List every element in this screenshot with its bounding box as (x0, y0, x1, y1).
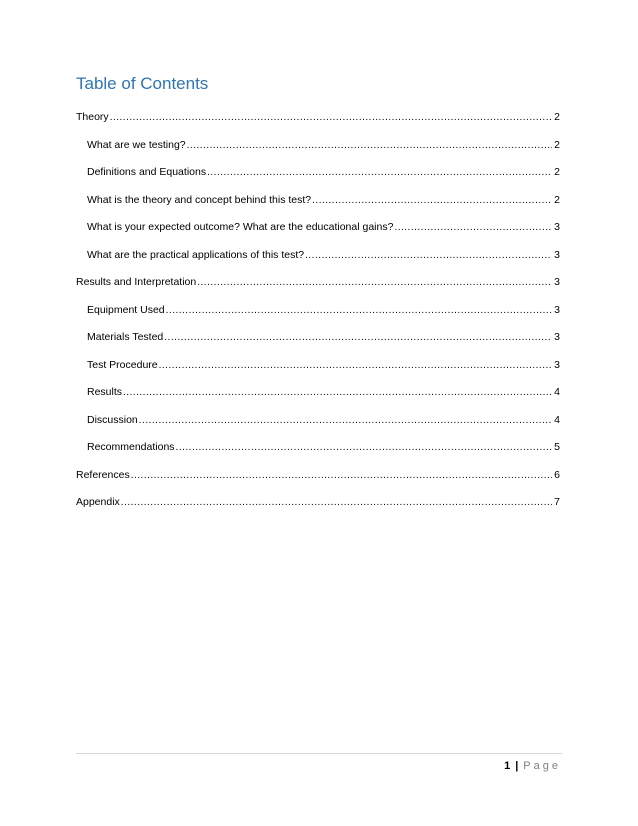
toc-entry-page-number: 2 (554, 166, 560, 178)
toc-dot-leader (139, 414, 552, 428)
toc-dot-leader (110, 111, 552, 125)
footer-page-word: Page (523, 760, 561, 772)
toc-entry[interactable] (76, 413, 560, 441)
toc-entry-label[interactable]: What is the theory and concept behind this test? (87, 193, 312, 206)
toc-entry-label[interactable]: Discussion (87, 413, 138, 426)
toc-dot-leader (166, 304, 553, 318)
toc-entry-page-number: 3 (554, 303, 560, 316)
toc-entry[interactable] (76, 220, 560, 248)
toc-entry[interactable] (76, 330, 560, 358)
toc-entry-label[interactable]: Recommendations (87, 441, 175, 453)
toc-dot-leader (131, 469, 552, 483)
toc-entry-page-number: 5 (554, 441, 560, 453)
toc-entry[interactable] (76, 275, 560, 303)
toc-entry-page-number: 3 (554, 221, 560, 233)
toc-dot-leader (197, 276, 552, 290)
toc-entry[interactable] (76, 495, 560, 523)
toc-entry[interactable] (76, 358, 560, 386)
toc-dot-leader (312, 194, 552, 208)
footer-divider (76, 753, 562, 754)
toc-entry-label[interactable]: Test Procedure (87, 358, 158, 371)
toc-entry[interactable] (76, 248, 560, 276)
toc-entry-label[interactable]: Appendix (76, 496, 120, 508)
toc-entry-label[interactable]: What is your expected outcome? What are the educational gains? (87, 221, 394, 233)
toc-list (76, 110, 560, 523)
toc-entry[interactable] (76, 193, 560, 221)
toc-entry[interactable] (76, 303, 560, 331)
toc-dot-leader (159, 359, 553, 373)
footer-separator: | (515, 760, 519, 772)
toc-dot-leader (176, 441, 553, 455)
toc-entry-label[interactable]: What are the practical applications of this test? (87, 248, 305, 261)
toc-entry-label[interactable]: Results (87, 386, 123, 398)
toc-entry-page-number: 3 (554, 248, 560, 261)
toc-dot-leader (164, 331, 552, 345)
toc-entry[interactable] (76, 110, 560, 138)
toc-entry[interactable] (76, 468, 560, 496)
toc-entry-page-number: 3 (554, 358, 560, 371)
page-footer (504, 760, 561, 772)
toc-entry-label[interactable]: What are we testing? (87, 138, 186, 151)
toc-entry-label[interactable]: References (76, 468, 130, 481)
toc-entry-page-number: 2 (554, 138, 560, 151)
toc-entry-page-number: 2 (554, 193, 560, 206)
toc-entry-page-number: 4 (554, 386, 560, 398)
toc-entry-page-number: 3 (554, 276, 560, 288)
toc-entry[interactable] (76, 138, 560, 166)
toc-entry-label[interactable]: Materials Tested (87, 331, 164, 343)
toc-entry-label[interactable]: Definitions and Equations (87, 166, 207, 178)
toc-entry-page-number: 2 (554, 111, 560, 123)
toc-entry[interactable] (76, 440, 560, 468)
toc-entry-page-number: 6 (554, 468, 560, 481)
toc-dot-leader (121, 496, 552, 510)
toc-entry-page-number: 4 (554, 413, 560, 426)
footer-page-number: 1 (504, 760, 511, 772)
toc-entry-label[interactable]: Theory (76, 111, 109, 123)
toc-dot-leader (207, 166, 552, 180)
toc-dot-leader (305, 249, 552, 263)
toc-entry-page-number: 7 (554, 496, 560, 508)
toc-dot-leader (187, 139, 553, 153)
toc-entry-page-number: 3 (554, 331, 560, 343)
toc-entry-label[interactable]: Results and Interpretation (76, 276, 197, 288)
toc-entry[interactable] (76, 385, 560, 413)
toc-entry[interactable] (76, 165, 560, 193)
toc-entry-label[interactable]: Equipment Used (87, 303, 165, 316)
toc-title: Table of Contents (76, 74, 209, 93)
toc-dot-leader (394, 221, 552, 235)
toc-dot-leader (123, 386, 552, 400)
